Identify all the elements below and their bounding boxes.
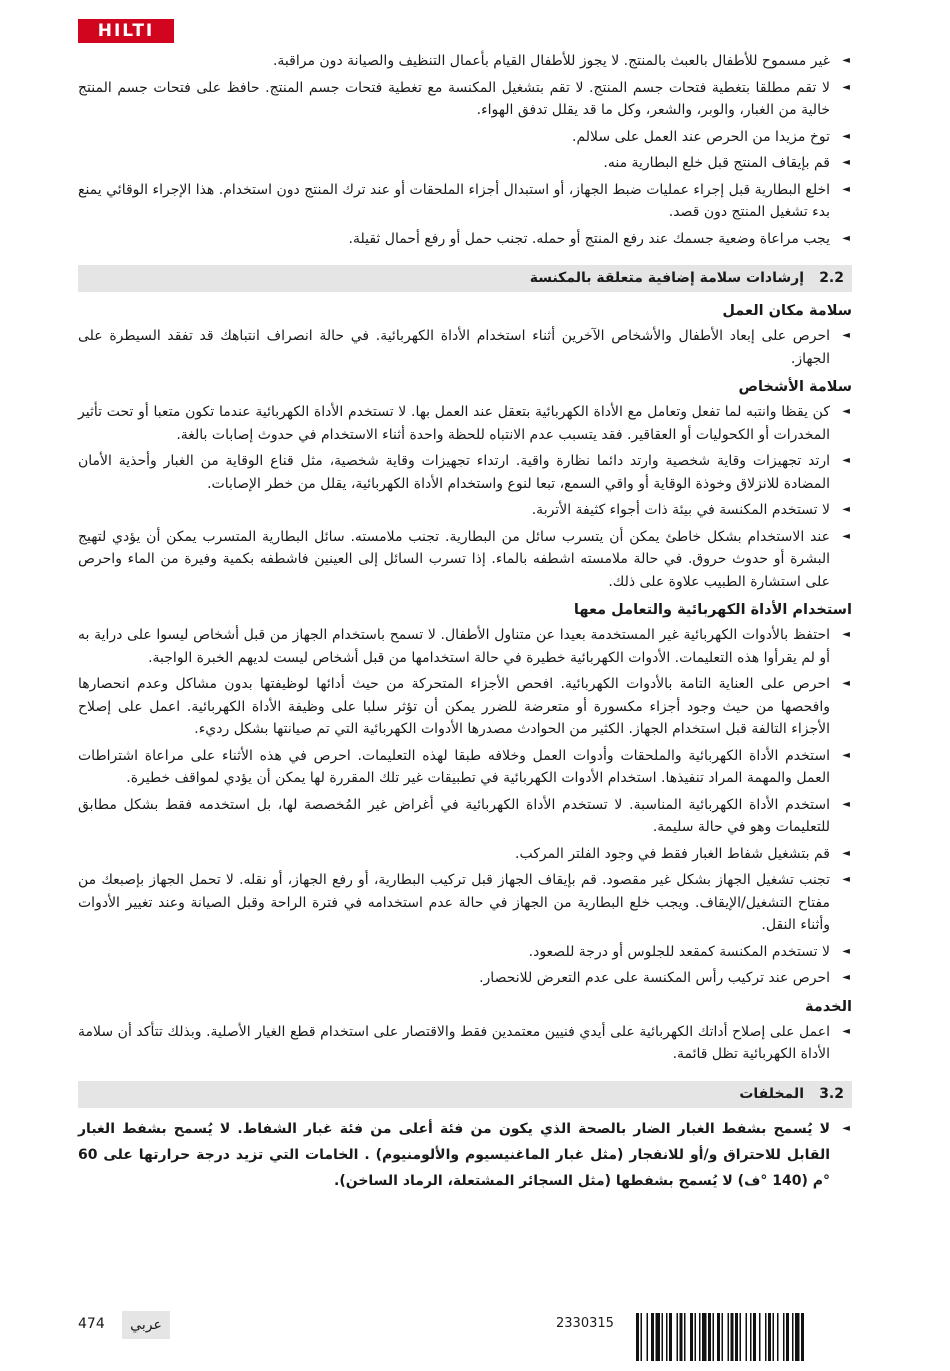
list-item: ◄ ارتد تجهيزات وقاية شخصية وارتد دائما نظارة واقية. ارتداء تجهيزات وقاية شخصية، مثل قناع الوقاية من الغبار وأحذية الأمان المضادة للانزلاق وخوذة الوقاية أو واقي السمع، تبعا لنوع واستخدام الأداة الكهربائية، يقلل من خطر الإصابات. (78, 450, 852, 495)
bullet-icon: ◄ (842, 130, 850, 142)
section-heading-2-2 (78, 265, 852, 292)
list-item: ◄ لا تقم مطلقا بتغطية فتحات جسم المنتج. لا تقم بتشغيل المكنسة مع تغطية فتحات جسم المنتج. حافظ على فتحات جسم المنتج خالية من الغبار، والوبر، والشعر، وكل ما قد يقلل تدفق الهواء. (78, 77, 852, 122)
bullet-icon: ◄ (842, 81, 850, 93)
bullet-icon: ◄ (842, 330, 850, 341)
bullet-icon: ◄ (842, 530, 850, 542)
bullet-icon: ◄ (842, 504, 850, 515)
list-item: ◄ احرص على إبعاد الأطفال والأشخاص الآخرين أثناء استخدام الأداة الكهربائية. في حالة انصراف انتباهك قد تفقد السيطرة على الجهاز. (78, 325, 852, 370)
list-item: ◄ لا تستخدم المكنسة كمقعد للجلوس أو درجة للصعود. (78, 941, 852, 964)
list-item: ◄ يجب مراعاة وضعية جسمك عند رفع المنتج أو حمله. تجنب حمل أو رفع أحمال ثقيلة. (78, 228, 852, 251)
waste-list (78, 1116, 852, 1194)
list-item: ◄ احتفظ بالأدوات الكهربائية غير المستخدمة بعيدا عن متناول الأطفال. لا تسمح باستخدام الجهاز من قبل أشخاص ليسوا على دراية به أو لم يقرأوا هذه التعليمات. الأدوات الكهربائية خطيرة في حالة استخدامها من قبل أشخاص ليست لديهم الخبرة الواجبة. (78, 624, 852, 669)
list-item: ◄ قم بإيقاف المنتج قبل خلع البطارية منه. (78, 152, 852, 175)
bullet-icon: ◄ (842, 183, 850, 195)
barcode-icon (636, 1313, 853, 1361)
bullet-icon: ◄ (842, 874, 850, 885)
list-item: ◄ كن يقظا وانتبه لما تفعل وتعامل مع الأداة الكهربائية بتعقل عند العمل بها. لا تستخدم الأداة الكهربائية عندما تكون متعبا أو تحت تأثير المخدرات أو الكحوليات أو العقاقير. فقد يتسبب عدم الانتباه للحظة واحدة أثناء الاستخدام في حدوث إصابات بالغة. (78, 401, 852, 446)
intro-list (78, 50, 852, 250)
usage-list (78, 624, 852, 990)
section-number: 2.2 (819, 270, 844, 286)
list-item: ◄ احرص على العناية التامة بالأدوات الكهربائية. افحص الأجزاء المتحركة من حيث أدائها لوظيفتها بدون مشاكل وعدم انحصارها وافحصها من حيث وجود أجزاء مكسورة أو متعرضة للضرر يمكن أن تؤثر سلبا على وظيفة الأداة الكهربائية. اعمل على إصلاح الأجزاء التالفة قبل استخدام الجهاز. الكثير من الحوادث مصدرها الأدوات الكهربائية التي تم صيانتها بشكل رديء. (78, 673, 852, 741)
bullet-icon: ◄ (842, 972, 850, 983)
bullet-icon: ◄ (842, 232, 850, 244)
list-item: ◄ احرص عند تركيب رأس المكنسة على عدم التعرض للانحصار. (78, 967, 852, 990)
bullet-icon: ◄ (842, 629, 850, 640)
bullet-icon: ◄ (842, 678, 850, 689)
subheading-service: الخدمة (804, 998, 852, 1015)
subheading-usage: استخدام الأداة الكهربائية والتعامل معها (573, 602, 852, 618)
service-list (78, 1021, 852, 1066)
list-item: ◄ توخ مزيدا من الحرص عند العمل على سلالم. (78, 126, 852, 149)
subheading-workplace: سلامة مكان العمل (722, 303, 852, 319)
bullet-icon: ◄ (842, 406, 850, 417)
page-number: 474 (78, 1316, 105, 1332)
hilti-logo (78, 19, 174, 43)
bullet-icon: ◄ (842, 1122, 850, 1134)
bullet-icon: ◄ (842, 945, 850, 957)
bullet-icon: ◄ (842, 157, 850, 168)
list-item: ◄ اعمل على إصلاح أداتك الكهربائية على أيدي فنيين معتمدين فقط والاقتصار على استخدام قطع الغيار الأصلية. وبذلك تتأكد أن سلامة الأداة الكهربائية تظل قائمة. (78, 1021, 852, 1066)
document-code: 2330315 (556, 1316, 614, 1331)
bullet-icon: ◄ (842, 749, 850, 761)
section-number: 3.2 (819, 1085, 844, 1102)
workplace-list (78, 325, 852, 370)
section-heading-3-2 (78, 1081, 852, 1108)
document-body (78, 50, 852, 1198)
list-item: ◄ قم بتشغيل شفاط الغبار فقط في وجود الفلتر المركب. (78, 843, 852, 866)
subheading-personal: سلامة الأشخاص (738, 379, 852, 395)
bullet-icon: ◄ (842, 55, 850, 66)
bullet-icon: ◄ (842, 847, 850, 859)
bullet-icon: ◄ (842, 455, 850, 466)
bullet-icon: ◄ (842, 1025, 850, 1037)
list-item: ◄ تجنب تشغيل الجهاز بشكل غير مقصود. قم بإيقاف الجهاز قبل تركيب البطارية، أو رفع الجهاز، أو نقله. لا تحمل الجهاز بإصبعك من مفتاح التشغيل/الإيقاف. ويجب خلع البطارية من الجهاز في حالة عدم استخدامه في فترة الراحة وقبل الصيانة وعند تغيير الأدوات وأثناء النقل. (78, 869, 852, 937)
list-item: ◄ لا يُسمح بشفط الغبار الضار بالصحة الذي يكون من فئة أعلى من فئة غبار الشفاط. لا يُسمح بشفط الغبار القابل للاحتراق و/أو للانفجار (مثل غبار الماغنيسيوم والألومنيوم) . الخامات التي تزيد درجة حرارتها على 60 °م (140 °ف) لا يُسمح بشفطها (مثل السجائر المشتعلة، الرماد الساخن). (78, 1116, 852, 1194)
list-item: ◄ غير مسموح للأطفال بالعبث بالمنتج. لا يجوز للأطفال القيام بأعمال التنظيف والصيانة دون مراقبة. (78, 50, 852, 73)
brand-logo-text: HILTI (97, 21, 155, 41)
section-title: المخلفات (739, 1085, 804, 1102)
list-item: ◄ اخلع البطارية قبل إجراء عمليات ضبط الجهاز، أو استبدال أجزاء الملحقات أو عند ترك المنتج دون استخدام. هذا الإجراء الوقائي يمنع بدء تشغيل المنتج دون قصد. (78, 179, 852, 224)
bullet-icon: ◄ (842, 798, 850, 810)
list-item: ◄ استخدم الأداة الكهربائية المناسبة. لا تستخدم الأداة الكهربائية في أغراض غير المُخصصة لها، بل استخدمه فقط بشكل مطابق للتعليمات وهو في حالة سليمة. (78, 794, 852, 839)
personal-list (78, 401, 852, 593)
list-item: ◄ لا تستخدم المكنسة في بيئة ذات أجواء كثيفة الأتربة. (78, 499, 852, 522)
list-item: ◄ استخدم الأداة الكهربائية والملحقات وأدوات العمل وخلافه طبقا لهذه التعليمات. احرص في هذه الأثناء على مراعاة اشتراطات العمل والمهمة المراد تنفيذها. استخدام الأدوات الكهربائية في تطبيقات غير تلك المقررة لها يمكن أن يؤدي لمواقف خطيرة. (78, 745, 852, 790)
section-title: إرشادات سلامة إضافية متعلقة بالمكنسة (529, 270, 804, 286)
language-badge: عربي (122, 1311, 170, 1339)
list-item: ◄ عند الاستخدام بشكل خاطئ يمكن أن يتسرب سائل من البطارية. تجنب ملامسته. سائل البطارية المتسرب يمكن أن يؤدي لتهيج البشرة أو حدوث حروق. في حالة ملامسته اشطفه بالماء. إذا تسرب السائل إلى العينين فاشطفه بكمية وفيرة من الماء واحرص على استشارة الطبيب علاوة على ذلك. (78, 526, 852, 594)
